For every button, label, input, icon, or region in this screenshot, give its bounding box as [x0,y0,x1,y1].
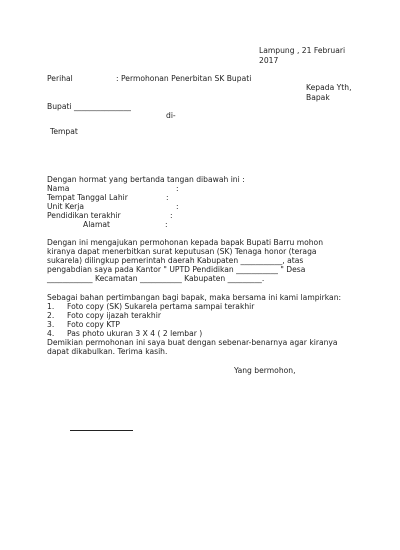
field-colon-alamat: : [165,220,168,229]
field-colon-nama: : [176,184,179,193]
field-label-unit-kerja: Unit Kerja [47,202,85,211]
field-label-alamat: Alamat [83,220,110,229]
body-line: kiranya dapat menerbitkan surat keputusan (SK) Tenaga honor (teraga [47,247,317,256]
field-colon-pendidikan: : [170,211,173,220]
field-colon-unit-kerja: : [176,202,179,211]
closing-line: dapat dikabulkan. Terima kasih. [47,347,168,356]
field-label-ttl: Tempat Tanggal Lahir [47,193,128,202]
field-label-nama: Nama [47,184,70,193]
attachment-text: Foto copy (SK) Sukarela pertama sampai terakhir [67,302,255,311]
signature-label: Yang bermohon, [234,366,296,375]
intro-text: Dengan hormat yang bertanda tangan dibawah ini : [47,175,245,184]
recipient-di: di- [166,111,176,120]
attachment-number: 1. [47,302,55,311]
attachment-text: Foto copy KTP [67,320,120,329]
subject-label: Perihal [47,74,73,83]
body-line: pengabdian saya pada Kantor " UPTD Pendidikan ___________ " Desa [47,265,306,274]
signature-line [70,430,133,431]
attachments-intro: Sebagai bahan pertimbangan bagi bapak, maka bersama ini kami lampirkan: [47,293,342,302]
attachment-text: Pas photo ukuran 3 X 4 ( 2 lembar ) [67,329,203,338]
recipient-line1: Kepada Yth, [306,83,352,92]
attachment-number: 3. [47,320,55,329]
recipient-line2: Bapak [306,93,330,102]
letter-date-line1: Lampung , 21 Februari [259,46,346,55]
field-colon-ttl: : [166,193,169,202]
subject-value: : Permohonan Penerbitan SK Bupati [116,74,252,83]
attachment-text: Foto copy ijazah terakhir [67,311,161,320]
field-label-pendidikan: Pendidikan terakhir [47,211,121,220]
body-line: Dengan ini mengajukan permohonan kepada bapak Bupati Barru mohon [47,238,324,247]
recipient-tempat: Tempat [50,127,78,136]
letter-date-line2: 2017 [259,56,279,65]
closing-line: Demikian permohonan ini saya buat dengan sebenar-benarnya agar kiranya [47,338,338,347]
attachment-number: 4. [47,329,55,338]
attachment-number: 2. [47,311,55,320]
body-line: sukarela) dilingkup pemerintah daerah Kabupaten ___________, atas [47,256,304,265]
recipient-bupati-line: Bupati _______________ [47,102,131,111]
body-line: ____________ Kecamatan ___________ Kabupaten _________. [47,274,265,283]
